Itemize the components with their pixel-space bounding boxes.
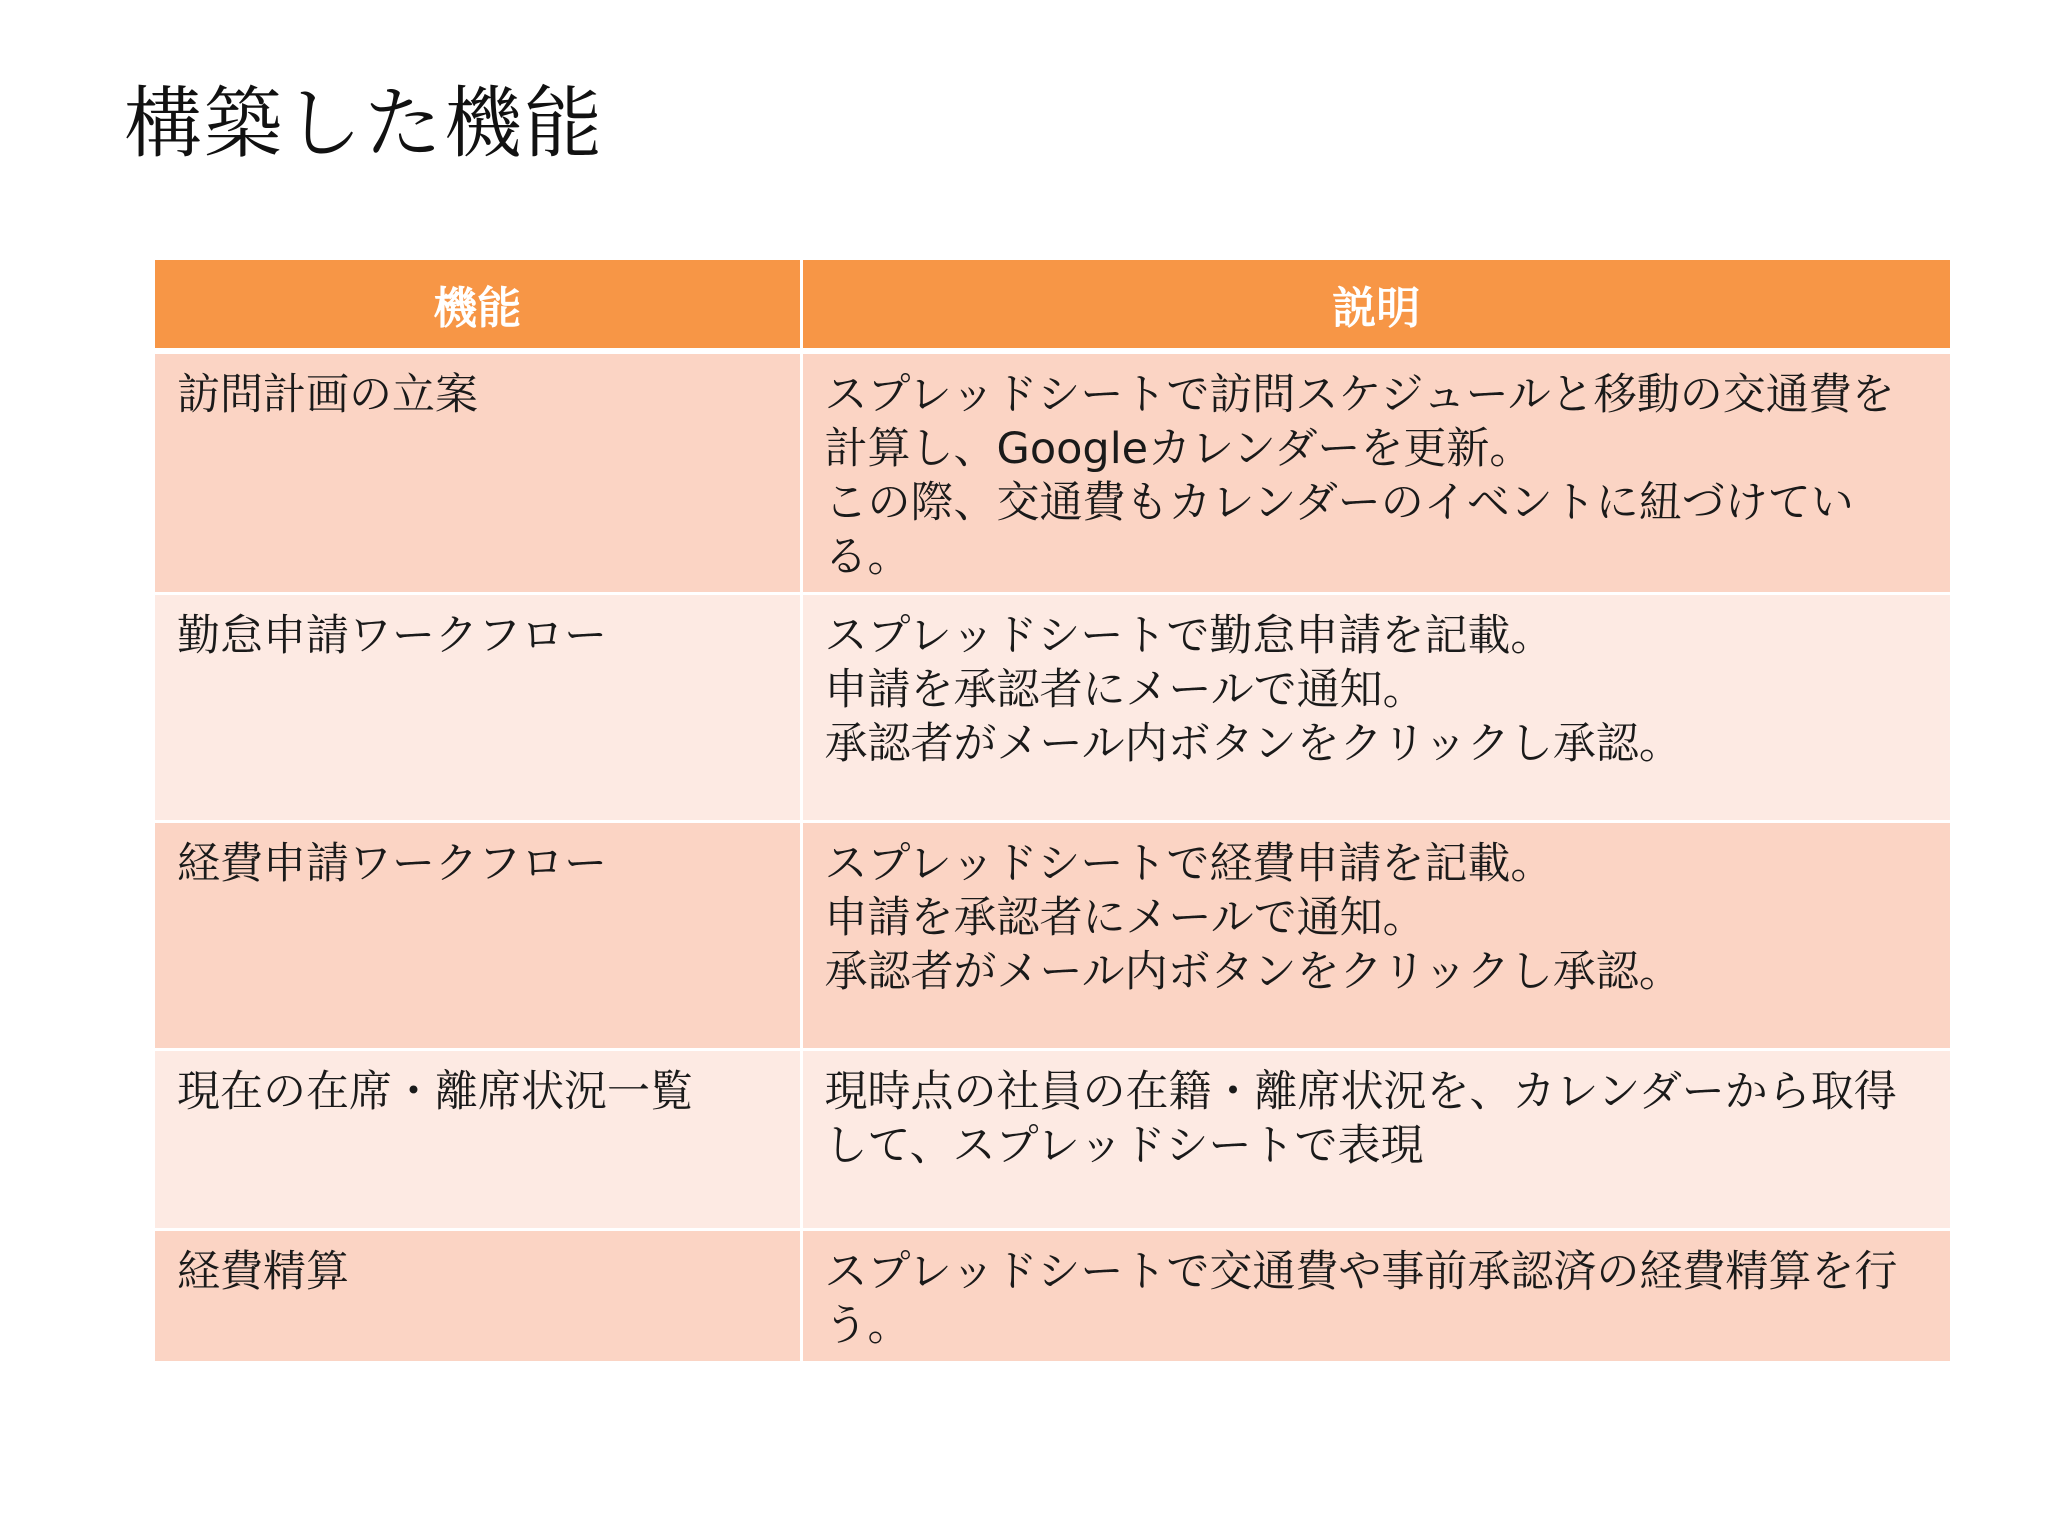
feature-cell: 訪問計画の立案 xyxy=(155,351,801,594)
description-line: 承認者がメール内ボタンをクリックし承認。 xyxy=(824,719,1682,769)
description-line: スプレッドシートで訪問スケジュールと移動の交通費を計算し、Googleカレンダーを更新。 xyxy=(824,370,1895,474)
description-line: スプレッドシートで交通費や事前承認済の経費精算を行う。 xyxy=(824,1247,1898,1351)
description-line: スプレッドシートで勤怠申請を記載。 xyxy=(824,611,1554,661)
table-row xyxy=(155,594,1950,822)
feature-cell: 経費申請ワークフロー xyxy=(155,822,801,1050)
table-row xyxy=(155,1230,1950,1363)
description-line: 現時点の社員の在籍・離席状況を、カレンダーから取得して、スプレッドシートで表現 xyxy=(824,1067,1897,1171)
feature-cell: 現在の在席・離席状況一覧 xyxy=(155,1050,801,1230)
column-header-feature: 機能 xyxy=(155,260,801,351)
description-line: スプレッドシートで経費申請を記載。 xyxy=(824,839,1554,889)
column-header-description: 説明 xyxy=(801,260,1950,351)
table-header-row xyxy=(155,260,1950,351)
description-line: 承認者がメール内ボタンをクリックし承認。 xyxy=(824,947,1682,997)
description-line: 申請を承認者にメールで通知。 xyxy=(824,893,1426,943)
table-row xyxy=(155,822,1950,1050)
table-row xyxy=(155,1050,1950,1230)
description-cell xyxy=(801,594,1950,822)
description-cell xyxy=(801,351,1950,594)
table-row xyxy=(155,351,1950,594)
description-line: 申請を承認者にメールで通知。 xyxy=(824,665,1426,715)
feature-cell: 勤怠申請ワークフロー xyxy=(155,594,801,822)
description-cell xyxy=(801,822,1950,1050)
slide-title: 構築した機能 xyxy=(124,79,605,169)
description-line: この際、交通費もカレンダーのイベントに紐づけている。 xyxy=(824,478,1854,582)
feature-cell: 経費精算 xyxy=(155,1230,801,1363)
feature-table xyxy=(155,260,1950,1364)
description-cell xyxy=(801,1230,1950,1363)
description-cell xyxy=(801,1050,1950,1230)
